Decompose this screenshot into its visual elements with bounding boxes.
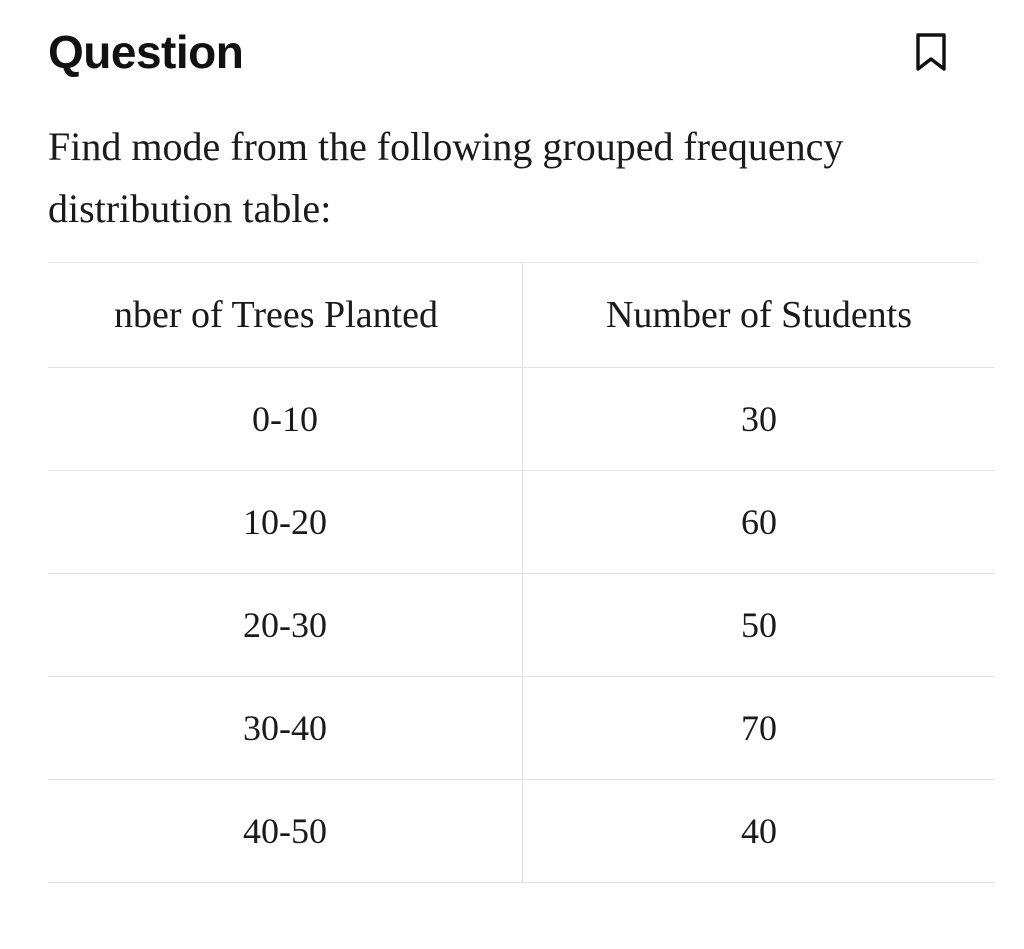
- cell-students: 50: [523, 574, 996, 677]
- cell-interval: 30-40: [48, 677, 523, 780]
- page-header: [48, 18, 976, 88]
- bookmark-icon[interactable]: [914, 32, 948, 72]
- frequency-table: [48, 263, 995, 883]
- frequency-table-wrapper: [48, 262, 978, 883]
- cell-students: 60: [523, 471, 996, 574]
- table-body: [48, 368, 995, 883]
- cell-students: 30: [523, 368, 996, 471]
- table-head: [48, 263, 995, 368]
- column-header-students: Number of Students: [523, 263, 996, 368]
- table-row: [48, 574, 995, 677]
- table-row: [48, 780, 995, 883]
- cell-interval: 0-10: [48, 368, 523, 471]
- table-row: [48, 471, 995, 574]
- cell-interval: 10-20: [48, 471, 523, 574]
- column-header-trees: [48, 263, 523, 368]
- question-prompt: Find mode from the following grouped frequency distribution table:: [48, 124, 844, 231]
- table-row: [48, 677, 995, 780]
- cell-students: 40: [523, 780, 996, 883]
- cell-interval: 20-30: [48, 574, 523, 677]
- table-row: [48, 368, 995, 471]
- table-header-row: [48, 263, 995, 368]
- cell-students: 70: [523, 677, 996, 780]
- cell-interval: 40-50: [48, 780, 523, 883]
- page-title: Question: [48, 26, 244, 78]
- column-header-trees-label: nber of Trees Planted: [113, 294, 439, 336]
